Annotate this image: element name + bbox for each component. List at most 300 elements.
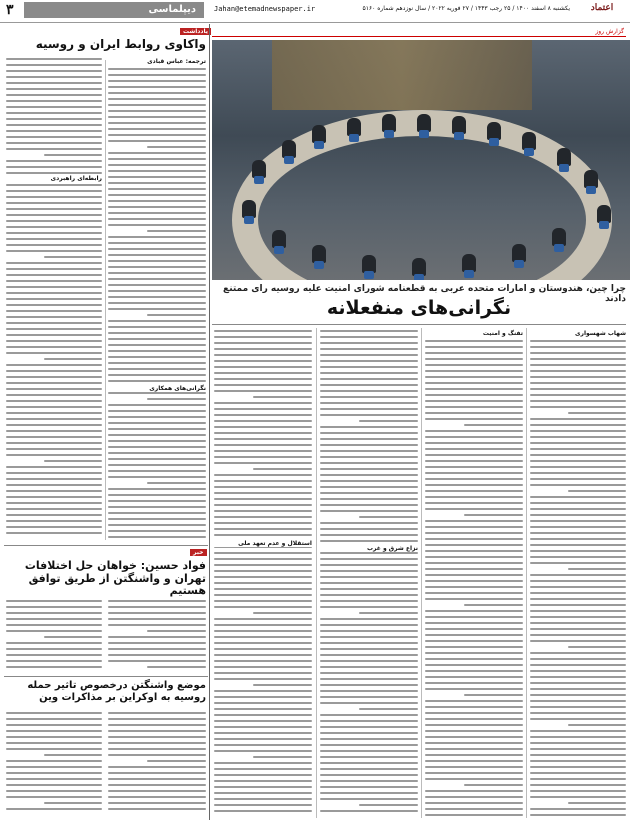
text-line <box>530 628 626 630</box>
text-line <box>359 420 418 422</box>
text-line <box>320 426 418 428</box>
text-line <box>530 682 626 684</box>
text-line <box>214 762 312 764</box>
text-line <box>320 540 418 542</box>
kicker-rule <box>212 36 626 37</box>
text-line <box>108 170 206 172</box>
text-line <box>320 456 418 458</box>
text-line <box>214 594 312 596</box>
text-line <box>530 688 626 690</box>
text-line <box>6 280 102 282</box>
text-line <box>214 570 312 572</box>
text-line <box>320 468 418 470</box>
text-line <box>214 348 312 350</box>
text-line <box>6 328 102 330</box>
text-line <box>530 700 626 702</box>
text-line <box>425 406 523 408</box>
text-line <box>6 316 102 318</box>
text-line <box>6 600 102 602</box>
text-line <box>108 248 206 250</box>
mural <box>272 40 532 110</box>
text-line <box>530 556 626 558</box>
text-line <box>108 500 206 502</box>
text-line <box>6 142 102 144</box>
text-line <box>6 232 102 234</box>
text-line <box>530 754 626 756</box>
text-line <box>530 658 626 660</box>
text-line <box>530 592 626 594</box>
divider <box>212 324 626 325</box>
text-line <box>6 394 102 396</box>
text-line <box>425 496 523 498</box>
text-line <box>108 164 206 166</box>
text-line <box>320 372 418 374</box>
text-line <box>108 778 206 780</box>
main-headline[interactable]: نگرانی‌های منفعلانه <box>326 297 512 319</box>
text-line <box>530 586 626 588</box>
text-line <box>320 618 418 620</box>
text-line <box>6 334 102 336</box>
text-line <box>530 670 626 672</box>
chair <box>554 244 564 252</box>
text-line <box>6 412 102 414</box>
text-line <box>108 380 206 382</box>
column-divider <box>421 328 422 818</box>
main-text-col1 <box>530 340 626 816</box>
text-line <box>425 640 523 642</box>
text-line <box>530 442 626 444</box>
text-line <box>214 642 312 644</box>
text-line <box>530 796 626 798</box>
chair <box>586 186 596 194</box>
text-line <box>320 570 418 572</box>
text-line <box>568 646 626 648</box>
text-line <box>530 376 626 378</box>
text-line <box>425 586 523 588</box>
text-line <box>214 582 312 584</box>
text-line <box>214 714 312 716</box>
text-line <box>214 600 312 602</box>
text-line <box>425 802 523 804</box>
text-line <box>425 538 523 540</box>
text-line <box>320 360 418 362</box>
text-line <box>108 416 206 418</box>
text-line <box>44 154 102 156</box>
text-line <box>530 502 626 504</box>
text-line <box>214 648 312 650</box>
left-bottom-headline[interactable]: موضع واشنگتن درخصوص تاثیر حمله روسیه به اوکراین بر مذاکرات وین <box>27 680 206 703</box>
text-line <box>108 212 206 214</box>
text-line <box>108 92 206 94</box>
text-line <box>530 526 626 528</box>
text-line <box>108 128 206 130</box>
text-line <box>425 358 523 360</box>
text-line <box>6 502 102 504</box>
text-line <box>320 594 418 596</box>
text-line <box>108 808 206 810</box>
text-line <box>425 340 523 342</box>
chair <box>514 260 524 268</box>
text-line <box>108 464 206 466</box>
text-line <box>320 450 418 452</box>
text-line <box>6 400 102 402</box>
text-line <box>6 112 102 114</box>
text-line <box>214 438 312 440</box>
text-line <box>44 256 102 258</box>
text-line <box>6 244 102 246</box>
left-top-headline[interactable]: واکاوی روابط ایران و روسیه <box>35 37 206 51</box>
text-line <box>214 672 312 674</box>
text-line <box>6 532 102 534</box>
text-line <box>320 810 418 812</box>
text-line <box>359 612 418 614</box>
text-line <box>6 202 102 204</box>
text-line <box>530 622 626 624</box>
text-line <box>320 480 418 482</box>
text-line <box>214 690 312 692</box>
text-line <box>6 748 102 750</box>
text-line <box>6 274 102 276</box>
text-line <box>530 448 626 450</box>
text-line <box>530 640 626 642</box>
text-line <box>108 374 206 376</box>
text-line <box>108 648 206 650</box>
chair <box>454 132 464 140</box>
text-line <box>6 70 102 72</box>
text-line <box>530 736 626 738</box>
text-line <box>6 352 102 354</box>
text-line <box>320 330 418 332</box>
text-line <box>108 218 206 220</box>
text-line <box>108 116 206 118</box>
text-line <box>6 76 102 78</box>
text-line <box>425 460 523 462</box>
text-line <box>320 588 418 590</box>
text-line <box>108 654 206 656</box>
text-line <box>425 712 523 714</box>
news-tag: خبر <box>190 549 207 556</box>
text-line <box>320 690 418 692</box>
text-line <box>214 378 312 380</box>
text-line <box>108 338 206 340</box>
text-line <box>214 360 312 362</box>
text-line <box>214 432 312 434</box>
text-line <box>6 82 102 84</box>
text-line <box>108 224 206 226</box>
text-line <box>6 136 102 138</box>
text-line <box>6 286 102 288</box>
text-line <box>425 568 523 570</box>
text-line <box>108 290 206 292</box>
text-line <box>530 730 626 732</box>
text-line <box>425 532 523 534</box>
left-top-text-col2 <box>6 58 102 538</box>
text-line <box>108 104 206 106</box>
text-line <box>320 582 418 584</box>
text-line <box>530 598 626 600</box>
text-line <box>6 742 102 744</box>
text-line <box>214 522 312 524</box>
text-line <box>108 68 206 70</box>
text-line <box>320 642 418 644</box>
text-line <box>320 366 418 368</box>
text-line <box>425 772 523 774</box>
text-line <box>6 388 102 390</box>
text-line <box>320 762 418 764</box>
page-number: ۳ <box>6 2 14 18</box>
text-line <box>6 322 102 324</box>
text-line <box>568 490 626 492</box>
text-line <box>320 636 418 638</box>
text-line <box>6 100 102 102</box>
text-line <box>214 498 312 500</box>
text-line <box>108 796 206 798</box>
text-line <box>464 784 523 786</box>
text-line <box>6 484 102 486</box>
text-line <box>425 706 523 708</box>
text-line <box>320 462 418 464</box>
chair <box>419 130 429 138</box>
text-line <box>320 342 418 344</box>
text-line <box>214 456 312 458</box>
text-line <box>530 562 626 564</box>
text-line <box>214 450 312 452</box>
text-line <box>214 480 312 482</box>
text-line <box>108 712 206 714</box>
text-line <box>530 472 626 474</box>
text-line <box>147 666 206 668</box>
text-line <box>44 802 102 804</box>
text-line <box>108 536 206 538</box>
text-line <box>530 676 626 678</box>
text-line <box>425 526 523 528</box>
chair <box>364 271 374 279</box>
dateline: یکشنبه ۸ اسفند ۱۴۰۰ / ۲۵ رجب ۱۴۴۳ / ۲۷ فوریه ۲۰۲۲ / سال نوزدهم شماره ۵۱۶۰ <box>362 5 570 12</box>
text-line <box>108 362 206 364</box>
text-line <box>6 508 102 510</box>
text-line <box>214 510 312 512</box>
text-line <box>214 462 312 464</box>
left-mid-text-col1 <box>108 600 206 670</box>
text-line <box>320 432 418 434</box>
text-line <box>6 214 102 216</box>
text-line <box>214 342 312 344</box>
text-line <box>425 592 523 594</box>
text-line <box>108 74 206 76</box>
text-line <box>568 568 626 570</box>
chair <box>314 141 324 149</box>
text-line <box>6 436 102 438</box>
text-line <box>108 742 206 744</box>
text-line <box>44 460 102 462</box>
text-line <box>108 772 206 774</box>
text-line <box>425 376 523 378</box>
text-line <box>6 496 102 498</box>
text-line <box>108 530 206 532</box>
text-line <box>530 742 626 744</box>
text-line <box>320 348 418 350</box>
text-line <box>359 516 418 518</box>
text-line <box>214 726 312 728</box>
text-line <box>530 496 626 498</box>
text-line <box>108 784 206 786</box>
text-line <box>320 528 418 530</box>
text-line <box>6 660 102 662</box>
text-line <box>6 292 102 294</box>
text-line <box>320 744 418 746</box>
text-line <box>320 438 418 440</box>
text-line <box>530 520 626 522</box>
text-line <box>530 394 626 396</box>
text-line <box>425 598 523 600</box>
text-line <box>214 738 312 740</box>
text-line <box>44 754 102 756</box>
text-line <box>320 402 418 404</box>
text-line <box>214 792 312 794</box>
text-line <box>425 682 523 684</box>
text-line <box>108 152 206 154</box>
text-line <box>108 766 206 768</box>
text-line <box>147 398 206 400</box>
text-line <box>6 106 102 108</box>
text-line <box>6 778 102 780</box>
text-line <box>214 702 312 704</box>
text-line <box>6 648 102 650</box>
text-line <box>425 544 523 546</box>
text-line <box>530 532 626 534</box>
text-line <box>6 424 102 426</box>
left-top-subhead: رابطه‌ای راهبردی <box>6 175 102 182</box>
text-line <box>530 352 626 354</box>
text-line <box>425 550 523 552</box>
text-line <box>6 340 102 342</box>
text-line <box>214 666 312 668</box>
text-line <box>6 364 102 366</box>
text-line <box>425 676 523 678</box>
text-line <box>320 522 418 524</box>
divider <box>4 676 208 677</box>
text-line <box>320 486 418 488</box>
text-line <box>6 166 102 168</box>
text-line <box>253 612 312 614</box>
text-line <box>108 642 206 644</box>
text-line <box>530 544 626 546</box>
text-line <box>108 332 206 334</box>
text-line <box>6 124 102 126</box>
text-line <box>425 724 523 726</box>
text-line <box>530 808 626 810</box>
text-line <box>214 732 312 734</box>
text-line <box>320 408 418 410</box>
text-line <box>320 666 418 668</box>
text-line <box>108 458 206 460</box>
text-line <box>6 382 102 384</box>
text-line <box>425 370 523 372</box>
text-line <box>214 720 312 722</box>
text-line <box>214 354 312 356</box>
text-line <box>320 654 418 656</box>
text-line <box>108 368 206 370</box>
text-line <box>320 384 418 386</box>
text-line <box>108 470 206 472</box>
text-line <box>108 350 206 352</box>
text-line <box>6 172 102 174</box>
text-line <box>6 370 102 372</box>
text-line <box>530 580 626 582</box>
text-line <box>6 718 102 720</box>
chair <box>559 164 569 172</box>
email-address[interactable]: Jahan@etemadnewspaper.ir <box>214 5 316 13</box>
text-line <box>320 780 418 782</box>
text-line <box>108 488 206 490</box>
left-mid-text-col2 <box>6 600 102 670</box>
left-top-subhead: نگرانی‌های همکاری <box>108 385 206 392</box>
text-line <box>530 388 626 390</box>
text-line <box>464 694 523 696</box>
text-line <box>425 448 523 450</box>
text-line <box>425 622 523 624</box>
text-line <box>320 648 418 650</box>
text-line <box>108 326 206 328</box>
text-line <box>6 654 102 656</box>
text-line <box>530 400 626 402</box>
text-line <box>108 392 206 394</box>
main-subhead: استقلال و عدم تعهد ملی <box>214 540 312 547</box>
chair <box>524 148 534 156</box>
text-line <box>6 766 102 768</box>
left-mid-headline[interactable]: فواد حسین: خواهان حل اختلافات تهران و واشنگتن از طریق توافق هستیم <box>24 559 206 598</box>
main-subhead: نزاع شرق و غرب <box>320 545 418 552</box>
text-line <box>108 612 206 614</box>
text-line <box>530 418 626 420</box>
text-line <box>108 790 206 792</box>
text-line <box>108 476 206 478</box>
text-line <box>425 388 523 390</box>
text-line <box>425 754 523 756</box>
text-line <box>6 220 102 222</box>
text-line <box>530 664 626 666</box>
text-line <box>320 510 418 512</box>
text-line <box>6 736 102 738</box>
text-line <box>253 684 312 686</box>
text-line <box>214 528 312 530</box>
text-line <box>108 518 206 520</box>
text-line <box>320 414 418 416</box>
text-line <box>530 610 626 612</box>
text-line <box>320 354 418 356</box>
text-line <box>44 358 102 360</box>
text-line <box>6 796 102 798</box>
text-line <box>425 418 523 420</box>
text-line <box>108 134 206 136</box>
text-line <box>108 344 206 346</box>
text-line <box>320 576 418 578</box>
divider <box>4 545 208 546</box>
text-line <box>6 808 102 810</box>
text-line <box>320 738 418 740</box>
text-line <box>108 736 206 738</box>
text-line <box>6 514 102 516</box>
text-line <box>425 484 523 486</box>
text-line <box>425 808 523 810</box>
text-line <box>6 250 102 252</box>
text-line <box>108 194 206 196</box>
text-line <box>320 624 418 626</box>
text-line <box>320 768 418 770</box>
text-line <box>6 772 102 774</box>
text-line <box>6 666 102 668</box>
text-line <box>214 750 312 752</box>
